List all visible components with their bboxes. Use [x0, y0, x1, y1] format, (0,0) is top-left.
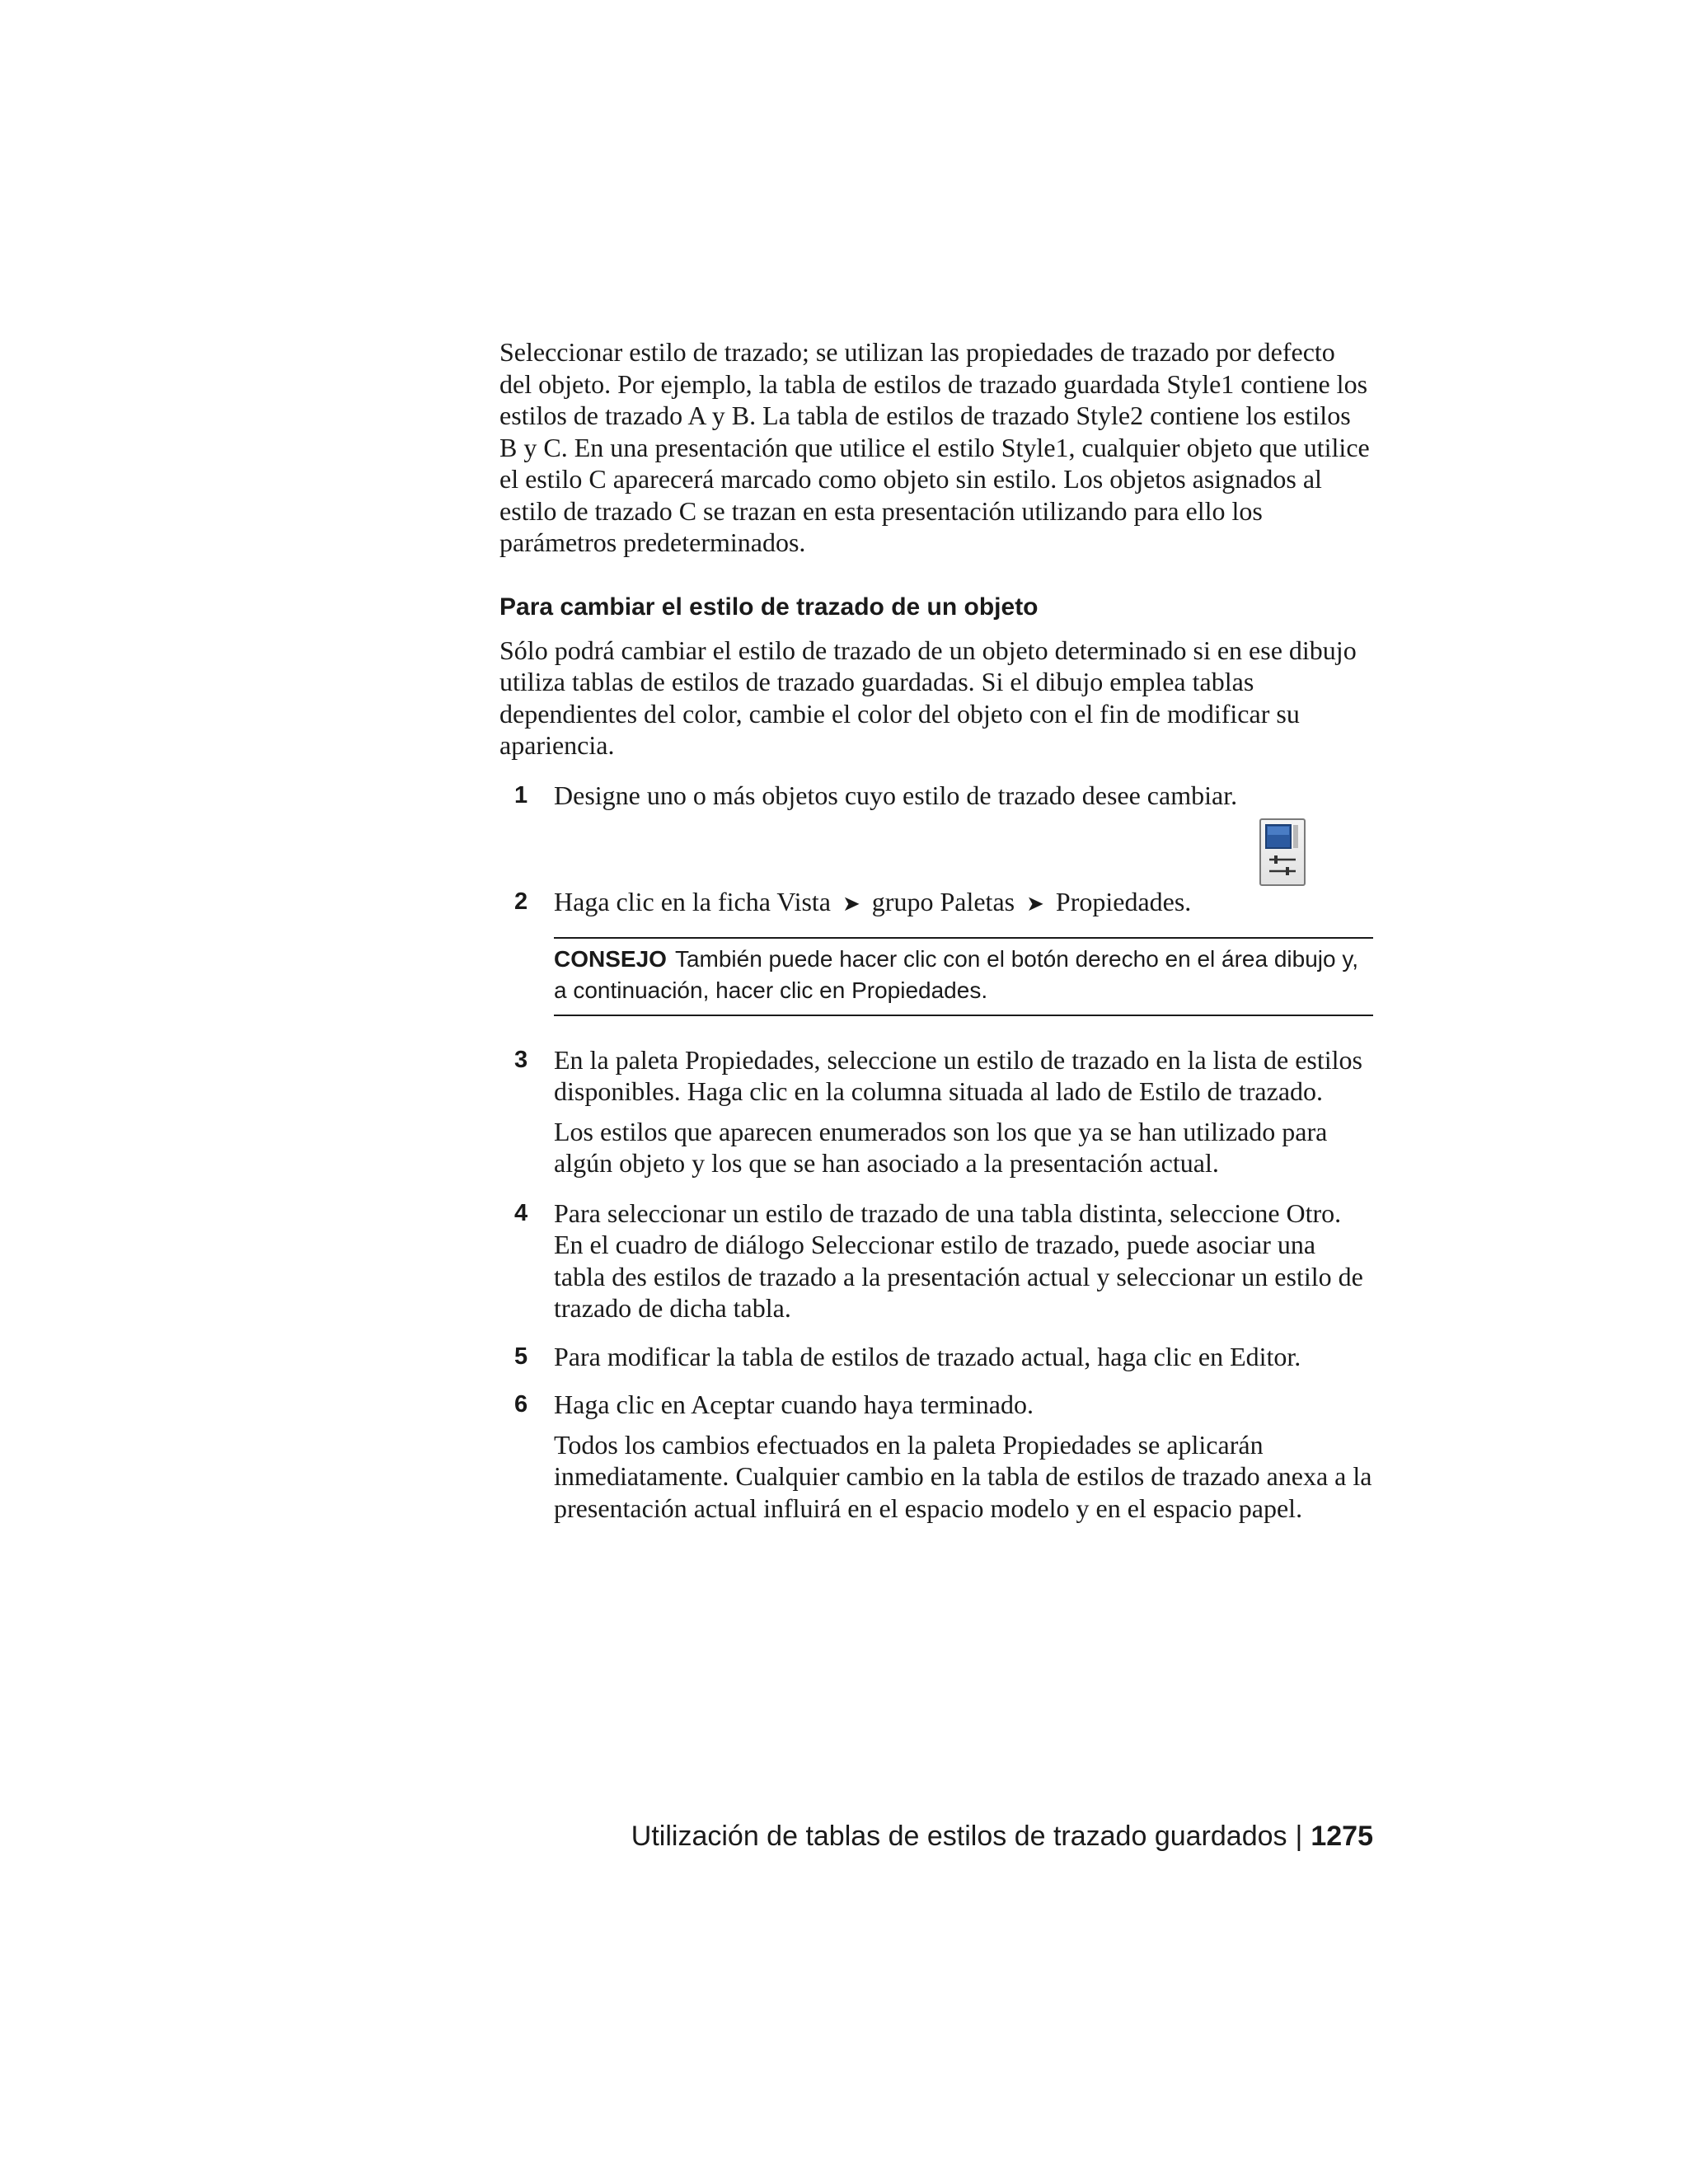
properties-palette-icon-graphic	[1261, 820, 1304, 884]
step-text: Haga clic en Aceptar cuando haya terminado.	[554, 1390, 1034, 1419]
step-text: Para seleccionar un estilo de trazado de una tabla distinta, seleccione Otro. En el cuadro de diálogo Seleccionar estilo de trazado, puede asociar una tabla des estilos de trazado a la presentación actual y seleccionar un estilo de trazado de dicha tabla.	[554, 1197, 1363, 1323]
step-4	[499, 1197, 1373, 1324]
footer-separator: |	[1295, 1821, 1303, 1852]
step-text: Designe uno o más objetos cuyo estilo de trazado desee cambiar.	[554, 780, 1238, 810]
page-content	[499, 336, 1373, 1524]
step-number: 1	[514, 781, 528, 808]
page-number: 1275	[1311, 1821, 1373, 1852]
page-footer	[631, 1818, 1373, 1854]
step-2	[499, 886, 1373, 921]
section-intro-paragraph: Sólo podrá cambiar el estilo de trazado de un objeto determinado si en ese dibujo utiliza tablas de estilos de trazado guardadas. Si el dibujo emplea tablas dependientes del color, cambie el color del objeto con el fin de modificar su apariencia.	[499, 635, 1357, 760]
step-text: En la paleta Propiedades, seleccione un estilo de trazado en la lista de estilos disponibles. Haga clic en la columna situada al lado de Estilo de trazado.	[554, 1044, 1362, 1106]
step-2-part-ribbon-tab: Haga clic en la ficha Vista	[554, 887, 831, 916]
tip-box	[554, 937, 1373, 1016]
arrow-right-icon: ➤	[842, 892, 860, 916]
step-text: Para modificar la tabla de estilos de trazado actual, haga clic en Editor.	[554, 1341, 1301, 1371]
tip-text	[554, 944, 1373, 1006]
step-text	[554, 886, 1373, 921]
step-number: 2	[514, 888, 528, 915]
step-2-part-command: Propiedades.	[1055, 887, 1192, 916]
step-number: 5	[514, 1343, 528, 1370]
tip-body: También puede hacer clic con el botón derecho en el área dibujo y, a continuación, hacer clic en Propiedades.	[554, 945, 1359, 1003]
step-6	[499, 1389, 1373, 1524]
step-5	[499, 1341, 1373, 1373]
properties-palette-icon	[1259, 818, 1306, 886]
step-note: Los estilos que aparecen enumerados son los que ya se han utilizado para algún objeto y los que se han asociado a la presentación actual.	[554, 1116, 1328, 1178]
arrow-right-icon: ➤	[1026, 892, 1044, 916]
step-number: 4	[514, 1199, 528, 1226]
step-1	[499, 780, 1373, 812]
section-heading: Para cambiar el estilo de trazado de un objeto	[499, 593, 1039, 621]
step-number: 6	[514, 1391, 528, 1418]
intro-paragraph: Seleccionar estilo de trazado; se utilizan las propiedades de trazado por defecto del objeto. Por ejemplo, la tabla de estilos de trazado guardada Style1 contiene los estilos de trazado A y B. La tabla de estilos de trazado Style2 contiene los estilos B y C. En una presentación que utilice el estilo Style1, cualquier objeto que utilice el estilo C aparecerá marcado como objeto sin estilo. Los objetos asignados al estilo de trazado C se trazan en esta presentación utilizando para ello los parámetros predeterminados.	[499, 337, 1370, 557]
footer-title: Utilización de tablas de estilos de trazado guardados	[631, 1821, 1287, 1852]
step-3	[499, 1044, 1373, 1179]
step-number: 3	[514, 1046, 528, 1073]
step-2-part-panel: grupo Paletas	[871, 887, 1015, 916]
step-note: Todos los cambios efectuados en la paleta Propiedades se aplicarán inmediatamente. Cualquier cambio en la tabla de estilos de trazado anexa a la presentación actual influirá en el espacio modelo y en el espacio papel.	[554, 1429, 1372, 1523]
tip-label: CONSEJO	[554, 945, 667, 972]
